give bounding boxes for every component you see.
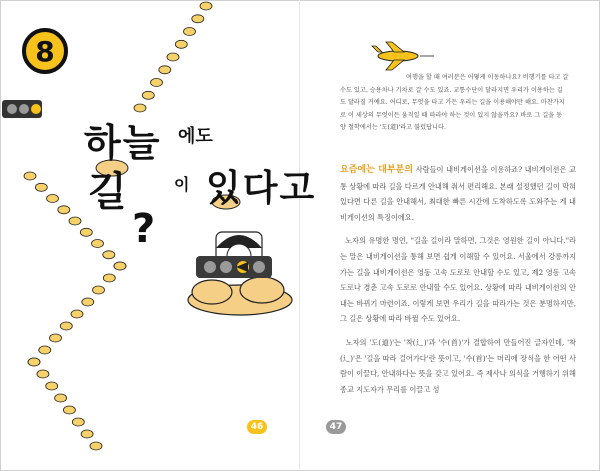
duck-icon	[63, 406, 75, 414]
paragraph-text: 노자의 유명한 명언, "길을 길이라 말하면, 그것은 영원한 길이 아니다."라는 말은 내비게이션을 통해 보면 쉽게 이해할 수 있어요. 서울에서 강릉까지 가는 길을 내비게이션은 영동 고속 도로로 안내할 수도 있고, 제2 영동 고속 도로나 경춘 고속 도로로 안내할 수도 있어요. 상황에 따라 내비게이션의 안내는 바뀌기 마련이죠. 이렇게 보면 우리가 길을 따라가는 것은 분명하지만, 그 길은 상황에 따라 바뀔 수도 있어요.	[340, 236, 576, 324]
title-question-mark: ?	[132, 206, 156, 252]
duck-icon	[192, 15, 204, 23]
intro-line: 도 달라질 거예요. 어디로, 무엇을 타고 가든 우리는 길을 이용해야만 해요. 마찬가지	[340, 99, 565, 106]
page-number-left: 46	[247, 420, 267, 434]
chapter-number-badge: 8	[22, 28, 68, 74]
airplane-illustration	[372, 42, 434, 70]
paragraph	[340, 162, 576, 225]
title-word-road: 길	[88, 169, 129, 215]
duck-icon	[80, 228, 92, 236]
duck-icon	[58, 206, 70, 214]
title-word-exists: 있다고	[206, 168, 317, 209]
duck-icon	[103, 274, 115, 282]
intro-line: 양 철학에서는 '도(道)'라고 불렀답니다.	[340, 124, 446, 131]
duck-icon	[71, 310, 83, 318]
duck-icon	[35, 183, 47, 191]
paragraph-highlight: 요즘에는 대부분의	[340, 165, 414, 175]
title-particle-also: 에도	[178, 126, 213, 147]
duck-icon	[103, 251, 115, 259]
duck-icon	[134, 104, 146, 112]
duck-icon	[159, 66, 171, 74]
duck-icon	[72, 418, 84, 426]
body-text	[340, 162, 576, 405]
duck-icon	[93, 286, 105, 294]
paragraph-text: 노자의 '도(道)'는 '착(辶)'과 '수(首)'가 결합하여 만들어진 글자인데, '착(辶)'은 '길을 따라 걸어가다'란 뜻이고, '수(首)'는 머리에 장식을 한 어떤 사람이 이끌다, 안내하다는 뜻을 갖고 있어요. 즉 제사나 의식을 거행하기 위해 종교 지도자가 무리를 이끌고 성	[340, 337, 577, 394]
title-particle-subject: 이	[174, 175, 190, 194]
duck-icon	[24, 172, 36, 180]
duck-icon	[92, 240, 104, 248]
paragraph-text: 사람들이 내비게이션을 이용하죠? 내비게이션은 교통 상황에 따라 길을 다르게 안내해 줘서 편리해요. 본래 설정했던 길이 막혀 있다면 다른 길을 안내해서, 최대한 빠른 시간에 도착하도록 도와주는 게 내비게이션의 특징이에요.	[340, 165, 576, 222]
duck-icon	[60, 322, 72, 330]
girl-on-cloud-illustration	[188, 232, 292, 315]
intro-line: 로 이 세상의 무엇이든 움직일 때 따라야 하는 것이 있지 않을까요? 바로 그 길을 동	[340, 111, 563, 119]
duck-icon	[47, 195, 59, 203]
duck-icon	[69, 217, 81, 225]
traffic-light-left-illustration	[2, 100, 42, 118]
duck-icon	[175, 40, 187, 48]
duck-icon	[142, 91, 154, 99]
paragraph	[340, 233, 576, 327]
page-number-right: 47	[326, 420, 346, 434]
duck-icon	[81, 430, 93, 438]
paragraph	[340, 335, 576, 397]
duck-icon	[55, 394, 67, 402]
duck-icon	[82, 298, 94, 306]
duck-icon	[46, 382, 58, 390]
duck-icon	[28, 358, 40, 366]
duck-icon	[114, 262, 126, 270]
duck-icon	[200, 2, 212, 10]
chapter-intro	[340, 72, 576, 135]
duck-icon	[167, 53, 179, 61]
duck-icon	[151, 79, 163, 87]
duck-icon	[50, 334, 62, 342]
duck-icon	[37, 370, 49, 378]
duck-icon	[39, 346, 51, 354]
duck-icon	[184, 28, 196, 36]
title-word-sky: 하늘	[84, 121, 162, 165]
intro-line: 여행을 할 때 여러분은 어떻게 이동하나요? 비행기를 타고 갈	[406, 74, 569, 81]
duck-icon	[90, 442, 102, 450]
intro-line: 수도 있고, 승용차나 기차로 갈 수도 있죠. 교통수단이 달라지면 우리가 이용하는 길	[340, 86, 563, 94]
